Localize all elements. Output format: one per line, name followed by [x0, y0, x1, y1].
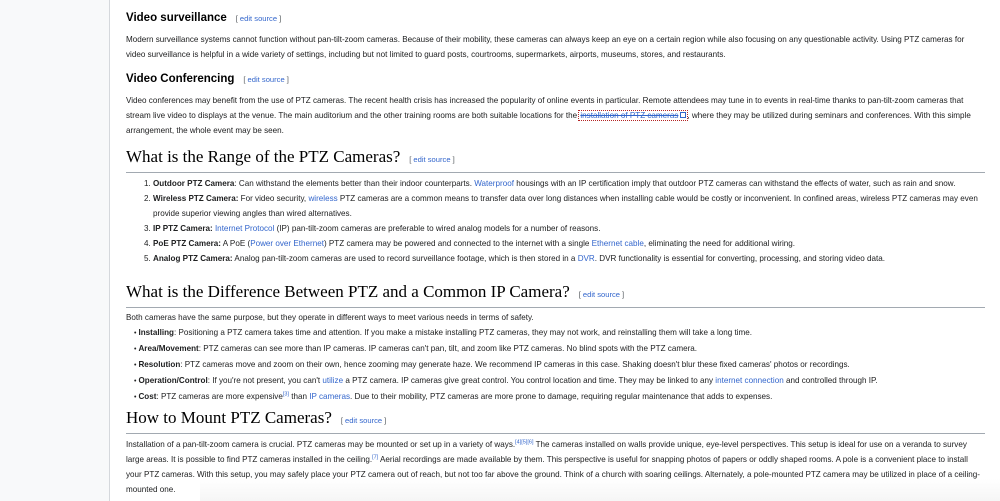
article-content — [109, 0, 1000, 501]
list-item: 1. Outdoor PTZ Camera: Can withstand the elements better than their indoor counterparts. Waterproof housings with an IP certification imply that outdoor PTZ cameras can withstand the effects of water, such as rain and snow. — [153, 176, 985, 191]
citation — [515, 439, 533, 445]
list-item: 2. Wireless PTZ Camera: For video security, wireless PTZ cameras are a common means to transfer data over long distances when installing cable would be costly or inconvenient. In confined areas, wireless PTZ cameras may even provide superior viewing angles than wired alternatives. — [153, 191, 985, 221]
citation-link[interactable]: [5] — [521, 439, 528, 446]
section-heading: Video Conferencing [ edit source ] — [126, 73, 289, 85]
dvr-link[interactable]: DVR — [577, 254, 595, 263]
list-item: • Cost: PTZ cameras are more expensive[3] than IP cameras. Due to their mobility, PTZ cameras are more prone to damage, requiring regular maintenance that adds to expenses. — [139, 389, 985, 405]
section-heading: What is the Difference Between PTZ and a Common IP Camera? [ edit source ] — [126, 281, 985, 308]
list-item: 5. Analog PTZ Camera: Analog pan-tilt-zoom cameras are used to record surveillance footage, which is then stored in a DVR. DVR functionality is essential for converting, processing, and storing video data. — [153, 251, 985, 266]
edit-source-link[interactable]: edit source — [582, 290, 621, 299]
section-paragraph: Modern surveillance systems cannot function without pan-tilt-zoom cameras. Because of their mobility, these cameras can always keep an eye on a certain region while also focusing on any questionable activity. Using PTZ cameras for video surveillance is helpful in a wide variety of settings, including but not limited to guard posts, courtrooms, supermarkets, airports, museums, stores, and restaurants. — [126, 35, 965, 59]
ip-cameras-link[interactable]: IP cameras — [309, 392, 351, 401]
citation-link[interactable]: [4] — [515, 439, 522, 446]
section-heading: What is the Range of the PTZ Cameras? [ edit source ] — [126, 146, 985, 173]
section-mount — [126, 407, 985, 497]
section-intro: Both cameras have the same purpose, but they operate in different ways to meet various needs in terms of safety. — [126, 313, 534, 322]
internet-protocol-link[interactable]: Internet Protocol — [214, 224, 275, 233]
difference-list — [126, 325, 985, 405]
edit-section: [ edit source ] — [235, 14, 282, 23]
edit-section: [ edit source ] — [578, 290, 625, 299]
installation-of-ptz-cameras-link[interactable]: installation of PTZ cameras — [579, 111, 687, 120]
section-heading: How to Mount PTZ Cameras? [ edit source ] — [126, 407, 985, 434]
citation-link[interactable]: [3] — [282, 391, 289, 398]
left-sidebar — [0, 0, 110, 501]
edit-source-link[interactable]: edit source — [413, 155, 451, 164]
edit-section: [ edit source ] — [243, 75, 289, 84]
internet-connection-link[interactable]: internet connection — [715, 376, 784, 385]
section-heading: Video surveillance [ edit source ] — [126, 12, 282, 24]
section-video-surveillance — [126, 10, 985, 62]
wireless-link[interactable]: wireless — [308, 194, 338, 203]
power-over-ethernet-link[interactable]: Power over Ethernet — [250, 239, 324, 248]
ethernet-cable-link[interactable]: Ethernet cable — [591, 239, 644, 248]
list-item: • Installing: Positioning a PTZ camera takes time and attention. If you make a mistake installing PTZ cameras, they may not work, and reinstalling them will take a long time. — [139, 325, 985, 341]
citation-link[interactable]: [6] — [527, 439, 534, 446]
edit-source-link[interactable]: edit source — [344, 416, 383, 425]
edit-section: [ edit source ] — [409, 155, 455, 164]
list-item: 3. IP PTZ Camera: Internet Protocol (IP) pan-tilt-zoom cameras are preferable to wired analog models for a number of reasons. — [153, 221, 985, 236]
edit-source-link[interactable]: edit source — [239, 14, 278, 23]
list-item: • Area/Movement: PTZ cameras can see more than IP cameras. IP cameras can't pan, tilt, and zoom like PTZ cameras. No blind spots with the PTZ camera. — [139, 341, 985, 357]
list-item: • Resolution: PTZ cameras move and zoom on their own, hence zooming may generate haze. We recommend IP cameras in this case. Shaking doesn't blur these fixed cameras' photos or recordings. — [139, 357, 985, 373]
list-item: • Operation/Control: If you're not present, you can't utilize a PTZ camera. IP cameras give great control. You control location and time. They may be linked to any internet connection and controlled through IP. — [139, 373, 985, 389]
section-range — [126, 146, 985, 266]
utilize-link[interactable]: utilize — [322, 376, 344, 385]
section-difference — [126, 281, 985, 405]
list-item: 4. PoE PTZ Camera: A PoE (Power over Ethernet) PTZ camera may be powered and connected to the internet with a single Ethernet cable, eliminating the need for additional wiring. — [153, 236, 985, 251]
external-link-icon — [680, 112, 686, 118]
edit-source-link[interactable]: edit source — [247, 75, 285, 84]
section-video-conferencing — [126, 71, 985, 138]
section-paragraph: Installation of a pan-tilt-zoom camera is crucial. PTZ cameras may be mounted or set up in a variety of ways.[4][5][6] The cameras installed on walls provide unique, eye-level perspectives. This setup is ideal for use on a veranda to survey large areas. It is possible to find PTZ cameras installed in the ceiling.[7] Aerial recordings are made available by them. This perspective is useful for snapping photos of papers or oddly shaped rooms. A pole is a convenient place to install your PTZ cameras. With this setup, you may safely place your PTZ camera out of reach, but not too far above the ground. Think of a church with soaring ceilings. Alternately, a pole-mounted PTZ camera may be utilized in place of a ceiling-mounted one. — [126, 439, 981, 494]
camera-range-list — [126, 176, 985, 266]
edit-section: [ edit source ] — [340, 416, 387, 425]
waterproof-link[interactable]: Waterproof — [474, 179, 514, 188]
section-paragraph: Video conferences may benefit from the use of PTZ cameras. The recent health crisis has increased the popularity of online events in particular. Remote attendees may tune in to events in real-time thanks to pan-tilt-zoom cameras that stream live video to displays at the venue. The main auditorium and the other training rooms are both suitable locations for the installation of PTZ cameras , where they may be utilized during seminars and conferences. With this simple arrangement, the whole event may be seen. — [126, 96, 971, 135]
citation-link[interactable]: [7] — [372, 454, 379, 461]
